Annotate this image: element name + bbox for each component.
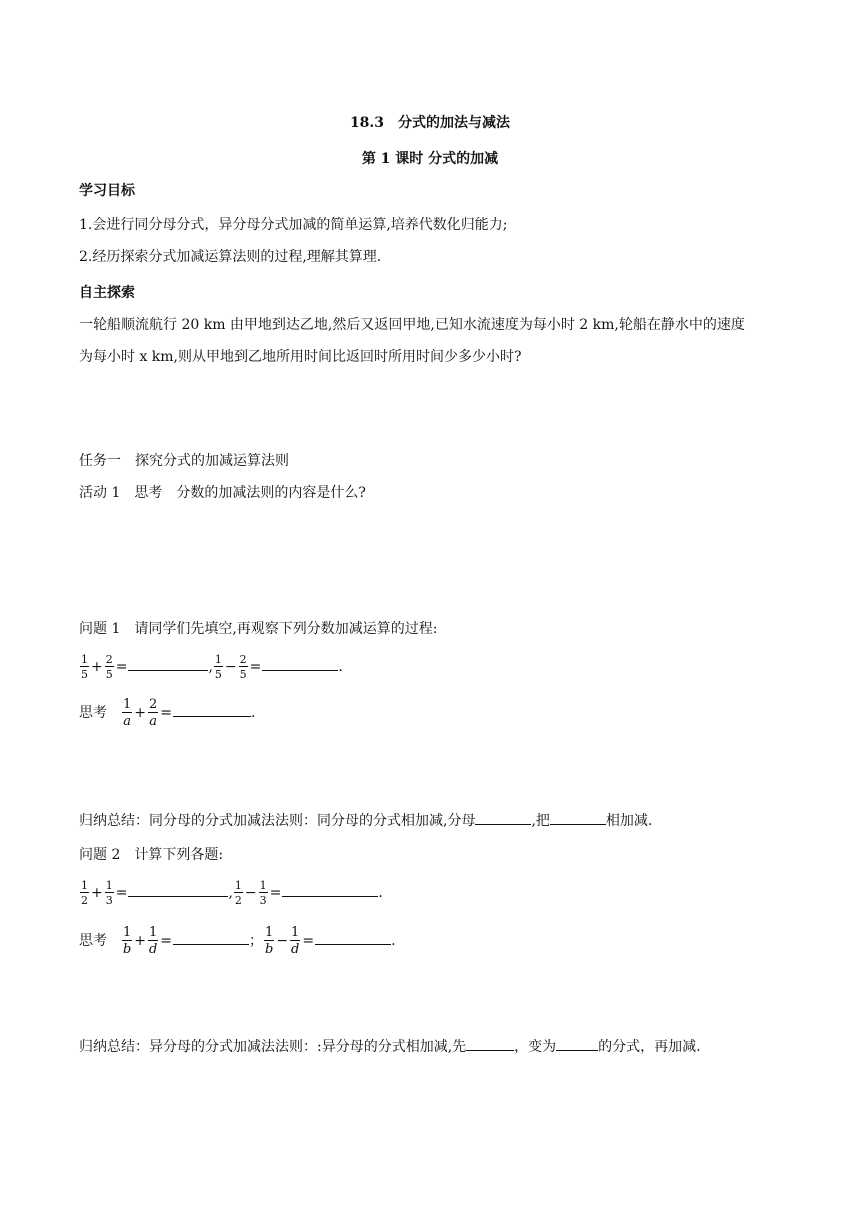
answer-blank[interactable] [282, 884, 378, 897]
fraction: $\frac{1}{2}$ [234, 879, 242, 907]
question-1-exercise-row: $\frac{1}{5}$ + $\frac{2}{5}$ = , $\frac{1}{5}$ − $\frac{2}{5}$ = . [81, 653, 343, 681]
objectives-heading: 学习目标 [79, 183, 135, 199]
question-2-summary: 归纳总结：异分母的分式加减法法则：:异分母的分式相加减,先 ，变为 的分式，再加减. [79, 1039, 701, 1055]
question-2-think-row: 思考 $\frac{1}{b}$ + $\frac{1}{d}$ = ； $\frac{1}{b}$ − $\frac{1}{d}$ = . [79, 925, 396, 957]
activity-title: 活动 1 思考 分数的加减法则的内容是什么? [79, 485, 366, 501]
answer-blank[interactable] [128, 884, 228, 897]
answer-blank[interactable] [315, 932, 391, 945]
answer-blank[interactable] [466, 1038, 514, 1051]
question-1-think-row: 思考 $\frac{1}{a}$ + $\frac{2}{a}$ = . [79, 697, 256, 729]
answer-blank[interactable] [550, 812, 606, 825]
answer-blank[interactable] [262, 658, 338, 671]
question-2-prompt: 问题 2 计算下列各题: [79, 847, 224, 863]
think-label: 思考 [79, 705, 107, 721]
page-title: 18.3 分式的加法与减法 [349, 115, 511, 131]
objective-item: 1.会进行同分母分式，异分母分式加减的简单运算,培养代数化归能力; [79, 217, 508, 233]
fraction: $\frac{1}{2}$ [81, 879, 88, 907]
question-1-prompt: 问题 1 请同学们先填空,再观察下列分数加减运算的过程: [79, 621, 438, 637]
explore-text-line-1: 一轮船顺流航行 20 km 由甲地到达乙地,然后又返回甲地,已知水流速度为每小时 2 km,轮船在静水中的速度 [79, 317, 745, 333]
fraction: $\frac{2}{a}$ [149, 697, 158, 729]
question-1-summary: 归纳总结：同分母的分式加减法法则：同分母的分式相加减,分母 ,把 相加减. [79, 813, 653, 829]
fraction: $\frac{2}{5}$ [105, 653, 113, 681]
fraction: $\frac{1}{a}$ [123, 697, 132, 729]
fraction: $\frac{2}{5}$ [239, 653, 247, 681]
fraction: $\frac{1}{d}$ [148, 925, 158, 957]
fraction: $\frac{1}{b}$ [265, 925, 274, 957]
answer-blank[interactable] [173, 704, 251, 717]
explore-heading: 自主探索 [79, 285, 135, 301]
fraction: $\frac{1}{d}$ [291, 925, 300, 957]
question-2-exercise-row: $\frac{1}{2}$ + $\frac{1}{3}$ = , $\frac{1}{2}$ − $\frac{1}{3}$ = . [81, 879, 383, 907]
answer-blank[interactable] [556, 1038, 598, 1051]
explore-text-line-2: 为每小时 x km,则从甲地到乙地所用时间比返回时所用时间少多少小时? [79, 349, 522, 365]
answer-blank[interactable] [475, 812, 531, 825]
fraction: $\frac{1}{5}$ [81, 653, 88, 681]
fraction: $\frac{1}{3}$ [105, 879, 113, 907]
objective-item: 2.经历探索分式加减运算法则的过程,理解其算理. [79, 249, 382, 265]
fraction: $\frac{1}{b}$ [122, 925, 132, 957]
think-label: 思考 [79, 933, 107, 949]
lesson-subtitle: 第 1 课时 分式的加减 [361, 151, 499, 167]
answer-blank[interactable] [173, 932, 249, 945]
task-title: 任务一 探究分式的加减运算法则 [79, 453, 289, 469]
fraction: $\frac{1}{5}$ [214, 653, 222, 681]
answer-blank[interactable] [128, 658, 208, 671]
fraction: $\frac{1}{3}$ [259, 879, 267, 907]
